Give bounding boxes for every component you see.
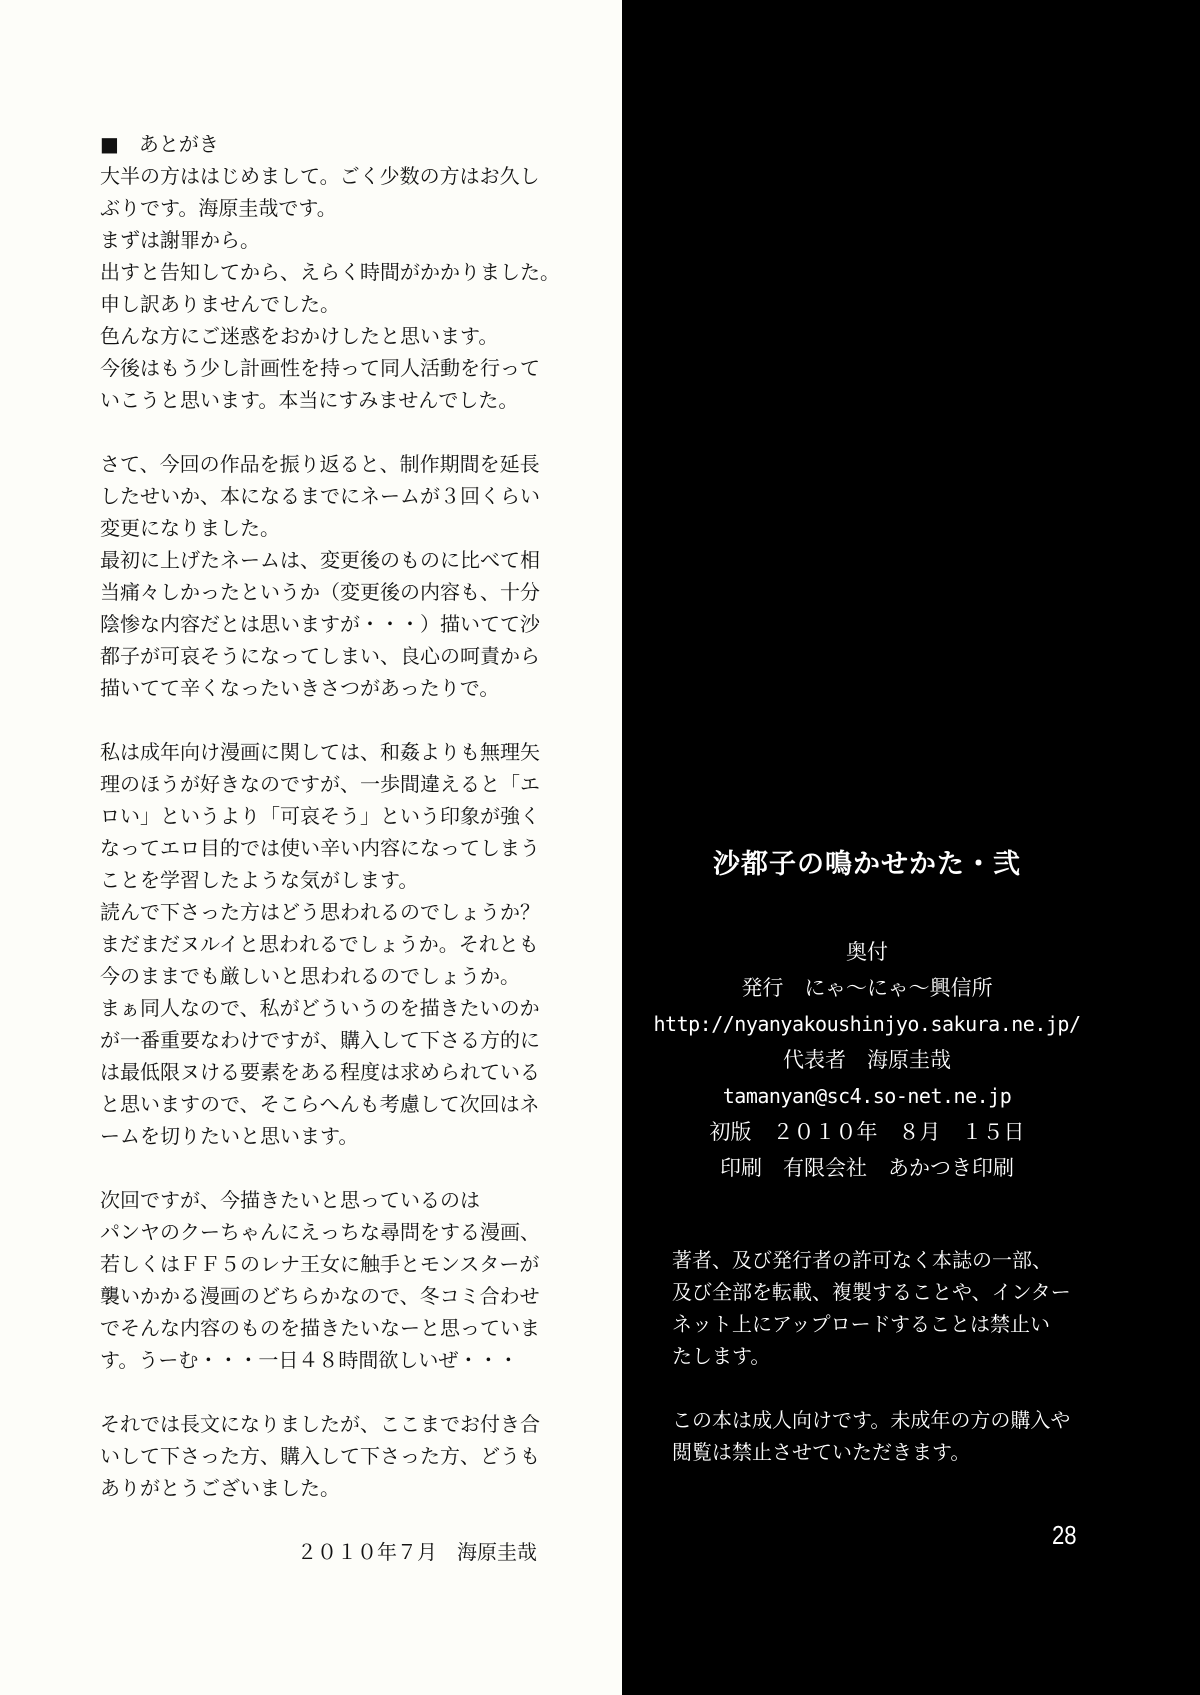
text-line: 若しくはＦＦ５のレナ王女に触手とモンスターが [100, 1252, 540, 1276]
text-line: 読んで下さった方はどう思われるのでしょうか？ [100, 900, 540, 924]
colophon-publisher: 発行 にゃ～にゃ～興信所 [741, 976, 993, 1000]
text-line: ありがとうございました。 [100, 1476, 340, 1500]
text-line: ぶりです。海原圭哉です。 [100, 196, 337, 220]
text-line: 大半の方ははじめまして。ごく少数の方はお久し [100, 164, 540, 188]
blank-line [100, 1376, 600, 1408]
text-line: まだまだヌルイと思われるでしょうか。それとも [100, 932, 539, 956]
text-line: 出すと告知してから、えらく時間がかかりました。 [100, 260, 560, 284]
blank-line [100, 1152, 600, 1184]
text-line: 最初に上げたネームは、変更後のものに比べて相 [100, 548, 540, 572]
blank-line [100, 416, 600, 448]
text-line: したせいか、本になるまでにネームが３回くらい [100, 484, 540, 508]
text-line: 変更になりました。 [100, 516, 280, 540]
colophon-url[interactable]: http://nyanyakoushinjyo.sakura.ne.jp/ [653, 1012, 1081, 1036]
text-line: 今後はもう少し計画性を持って同人活動を行って [100, 356, 540, 380]
text-line: パンヤのクーちゃんにえっちな尋問をする漫画、 [100, 1220, 540, 1244]
colophon-printer: 印刷 有限会社 あかつき印刷 [720, 1156, 1014, 1180]
text-line: 色んな方にご迷惑をおかけしたと思います。 [100, 324, 499, 348]
text-line: 著者、及び発行者の許可なく本誌の一部、 [672, 1248, 1052, 1272]
text-line: ロい」というより「可哀そう」という印象が強く [100, 804, 540, 828]
text-line: さて、今回の作品を振り返ると、制作期間を延長 [100, 452, 540, 476]
blank-line [672, 1372, 1071, 1404]
text-line: ームを切りたいと思います。 [100, 1124, 359, 1148]
text-line: この本は成人向けです。未成年の方の購入や [672, 1408, 1071, 1432]
colophon-representative: 代表者 海原圭哉 [783, 1048, 951, 1072]
text-line: なってエロ目的では使い辛い内容になってしまう [100, 836, 540, 860]
colophon [622, 934, 1112, 1186]
page-number: 28 [1052, 1520, 1077, 1550]
text-line: 次回ですが、今描きたいと思っているのは [100, 1188, 480, 1212]
text-line: 陰惨な内容だとは思いますが・・・）描いてて沙 [100, 612, 540, 636]
text-line: 理のほうが好きなのですが、一歩間違えると「エ [100, 772, 540, 796]
book-title: 沙都子の鳴かせかた・弐 [713, 849, 1021, 880]
text-line: でそんな内容のものを描きたいなーと思っていま [100, 1316, 540, 1340]
text-line: 当痛々しかったというか（変更後の内容も、十分 [100, 580, 540, 604]
text-line: と思いますので、そこらへんも考慮して次回はネ [100, 1092, 540, 1116]
text-line: たします。 [672, 1344, 771, 1368]
colophon-first-edition: 初版 ２０１０年 ８月 １５日 [709, 1120, 1025, 1144]
text-line: まずは謝罪から。 [100, 228, 260, 252]
text-line: いこうと思います。本当にすみませんでした。 [100, 388, 519, 412]
text-line: 描いてて辛くなったいきさつがあったりで。 [100, 676, 500, 700]
afterword-signature: ２０１０年７月 海原圭哉 [297, 1540, 537, 1564]
text-line: が一番重要なわけですが、購入して下さる方的に [100, 1028, 540, 1052]
text-line: いして下さった方、購入して下さった方、どうも [100, 1444, 540, 1468]
blank-line [100, 704, 600, 736]
text-line: 及び全部を転載、複製することや、インター [672, 1280, 1071, 1304]
afterword-heading: ■ あとがき [100, 132, 219, 156]
text-line: 申し訳ありませんでした。 [100, 292, 340, 316]
text-line: す。うーむ・・・一日４８時間欲しいぜ・・・ [100, 1348, 519, 1372]
text-line: まぁ同人なので、私がどういうのを描きたいのか [100, 996, 540, 1020]
copyright-notice [672, 1244, 1071, 1468]
text-line: それでは長文になりましたが、ここまでお付き合 [100, 1412, 540, 1436]
text-line: ネット上にアップロードすることは禁止い [672, 1312, 1050, 1336]
text-line: 閲覧は禁止させていただきます。 [672, 1440, 971, 1464]
text-line: 襲いかかる漫画のどちらかなので、冬コミ合わせ [100, 1284, 540, 1308]
colophon-email[interactable]: tamanyan@sc4.so-net.ne.jp [722, 1084, 1012, 1108]
colophon-heading: 奥付 [846, 940, 888, 964]
text-line: 私は成年向け漫画に関しては、和姦よりも無理矢 [100, 740, 540, 764]
text-line: 都子が可哀そうになってしまい、良心の呵責から [100, 644, 540, 668]
afterword-text [100, 128, 600, 1504]
text-line: は最低限ヌける要素をある程度は求められている [100, 1060, 540, 1084]
text-line: 今のままでも厳しいと思われるのでしょうか。 [100, 964, 520, 988]
text-line: ことを学習したような気がします。 [100, 868, 419, 892]
